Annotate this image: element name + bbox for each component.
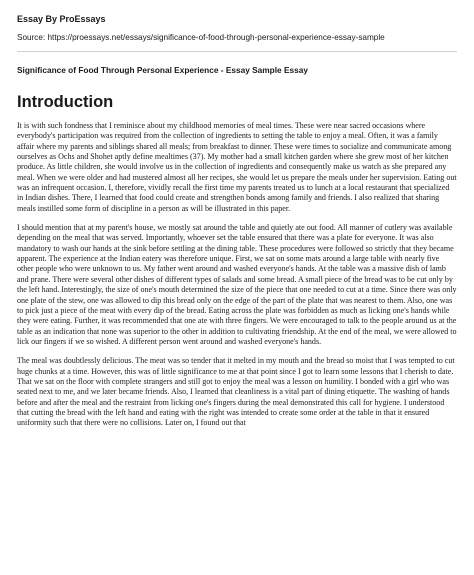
header-divider <box>17 51 457 52</box>
site-brand: Essay By ProEssays <box>17 14 106 24</box>
paragraph-1: It is with such fondness that I reminisce about my childhood memories of meal times. These were near sacred occasions where everybody's participation was required from the collection of ingredients to setting the table to enjoy a meal. Often, it was a family affair where my parents and siblings shared all meals; from breakfast to dinner. These were times to socialize and communicate among ourselves as Ochs and Shohet aptly define mealtimes (37). My mother had a small kitchen garden where she grew most of her kitchen produce. As little children, she would involve us in the collection of ingredients and consequently make us watch as she prepared any meal. When we were older and had mustered almost all her recipes, she would let us prepare the meals under her supervision. Eating out was an infrequent occasion. I, therefore, vividly recall the first time my parents treated us to lunch at a local restaurant that specialized in Indian dishes. There, I learned that food could create and strengthen bonds among family and friends. I also realized that sharing meals instilled some form of discipline in a person as will be illustrated in this paper. <box>17 121 457 213</box>
section-heading: Introduction <box>17 93 114 111</box>
paragraph-3: The meal was doubtlessly delicious. The meat was so tender that it melted in my mouth and the bread so moist that I was tempted to cut huge chunks at a time. However, this was of little significance to me at that point since I got to learn some lessons that I cherish to date. That we sat on the floor with complete strangers and still got to enjoy the meal was a lesson on humility. I bonded with a girl who was seated next to me, and we later became friends. Also, I learned that cleanliness is a vital part of dining etiquette. The washing of hands before and after the meal and the restraint from licking one's fingers during the meal demonstrated this call for hygiene. I understood that cutting the bread with the left hand and eating with the right was intended to create some order at the table in that it ensured uniformity such that there were no collisions. Later on, I found out that <box>17 356 455 428</box>
essay-body <box>17 121 457 429</box>
source-line: Source: https://proessays.net/essays/significance-of-food-through-personal-experience-essay-sample <box>17 33 385 42</box>
essay-title: Significance of Food Through Personal Experience - Essay Sample Essay <box>17 65 308 75</box>
paragraph-2: I should mention that at my parent's house, we mostly sat around the table and quietly ate out food. All manner of cutlery was available depending on the meal that was served. Importantly, whoever set the table ensured that there was a plate for everyone. It was also mandatory to wash our hands at the sink before settling at the dining table. These procedures were followed so strictly that they became apparent. The experience at the Indian eatery was therefore unique. First, we sat on some mats around a large table with nearly five other people who were unknown to us. My father went around and washed everyone's hands. At the table was a massive dish of lamb and prane. There were several other dishes of different types of salads and some bread. A small piece of the bread was to be cut only by the left hand. Interestingly, the size of one's mouth determined the size of the piece that one needed to cut at a time. Since there was only one plate of the stew, one was allowed to dip this bread only on the edge of the part of the plate that was nearest to them. Also, one was to pick just a piece of the meat with every dip of the bread. Eating across the plate was forbidden as much as licking one's hands while they were eating. Further, it was recommended that one ate with three fingers. We were encouraged to talk to the people around us at the table as an indication that none was superior to the other in addition to cultivating friendship. At the end of the meal, we were allowed to lick our fingers if we so wished. A different person went around and washed everyone's hands. <box>17 223 457 346</box>
